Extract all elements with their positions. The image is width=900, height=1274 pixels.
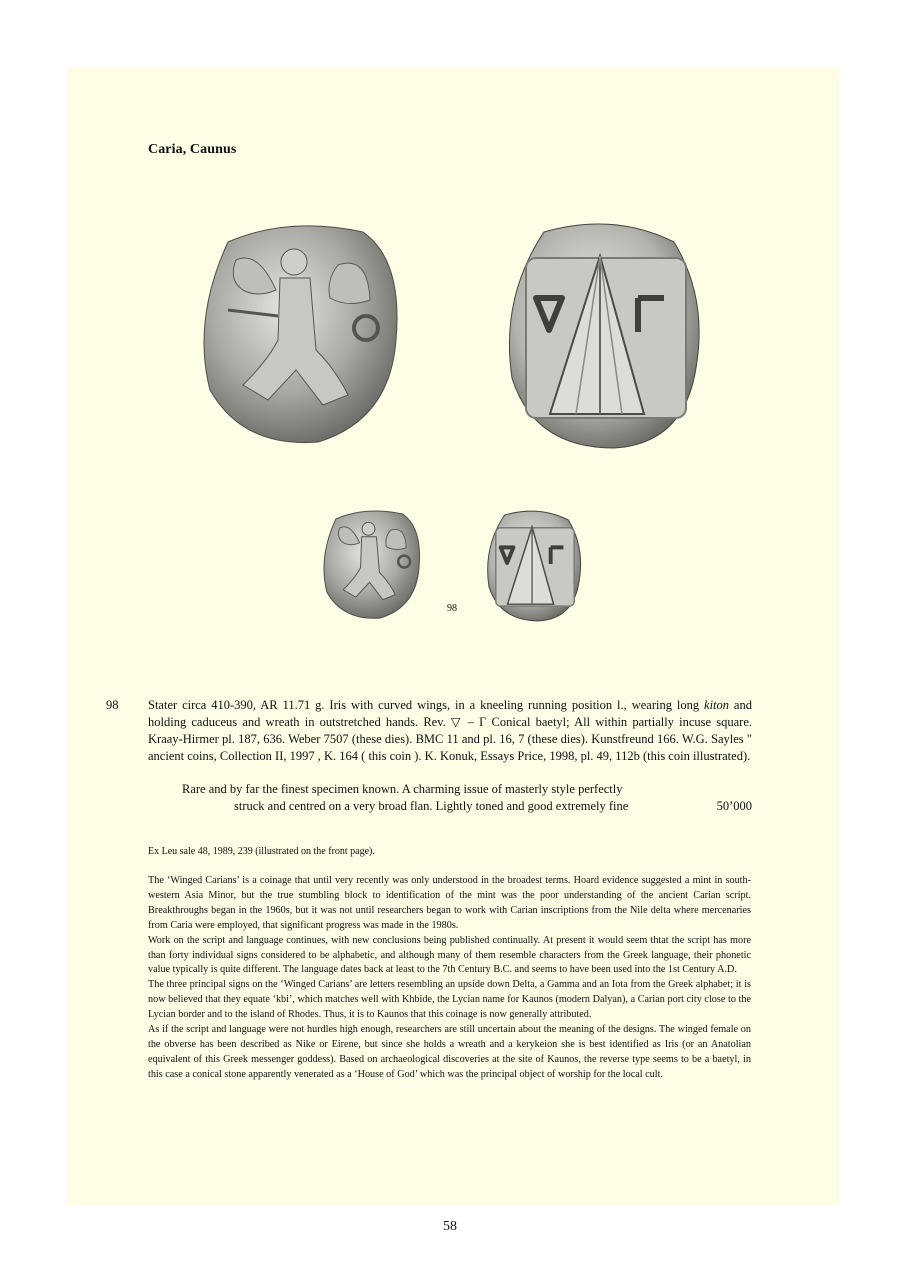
rarity-line-2: struck and centred on a very broad flan. Lightly toned and good extremely fine xyxy=(234,799,629,813)
note-paragraph: The three principal signs on the ‘Winged Carians’ are letters resembling an upside down Delta, a Gamma and an Iota from the Greek alphabet; it is now believed that they equate ‘kbi’, which matches well with Khbide, the Lycian name for Kaunos (modern Dalyan), a Carian port city close to the Lycian border and to the island of Rhodes. Thus, it is to Kaunos that this coinage is now generally attributed. xyxy=(148,979,751,1021)
section-heading: Caria, Caunus xyxy=(148,142,237,157)
description-continued: and holding caduceus and wreath in outstretched hands. Rev. ▽ – Γ Conical baetyl; All within partially incuse square. Kraay-Hirmer pl. 187, 636. Weber 7507 (these dies). BMC 11 and pl. 16, 7 (these dies). Kunstfreund 166. W.G. Sayles " ancient coins, Collection II, 1997 , K. 164 ( this coin ). K. Konuk, Essays Price, 1998, pl. 49, 112b (this coin illustrated). xyxy=(148,698,752,763)
lot-description xyxy=(148,697,752,765)
lot-number: 98 xyxy=(106,698,119,712)
note-paragraph: Work on the script and language continues, with new conclusions being published continually. At present it would seem thtat the script has more than forty individual signs considered to be alphabetic, and although many of them resemble characters from the Greek language, their phonetic value typically is quite different. The language dates back at least to the 7th Century B.C. and seems to have been used into the 1st Century A.D. xyxy=(148,934,751,976)
coin-obverse-large xyxy=(198,220,400,446)
note-paragraph: The ‘Winged Carians’ is a coinage that until very recently was only understood in the broadest terms. Hoard evidence suggested a mint in south-western Asia Minor, but the true stumbling block to identification of the mint was the poor understanding of the ancient Carian script. Breakthroughs began in the 1960s, but it was not until researchers began to work with Carian inscriptions from the Nile delta where mercenaries from Caria were employed, that significant progress was made in the 1980s. xyxy=(148,875,751,931)
image-lot-label: 98 xyxy=(447,603,457,614)
rarity-statement xyxy=(182,781,752,815)
lot-notes xyxy=(148,874,751,1083)
description-line: Stater circa 410-390, AR 11.71 g. Iris with curved wings, in a kneeling running position l., wearing long xyxy=(148,698,700,712)
page-number: 58 xyxy=(443,1219,457,1234)
description-italic: kiton xyxy=(704,698,730,712)
coin-reverse-small xyxy=(485,508,583,622)
coin-obverse-small xyxy=(321,507,421,621)
note-paragraph: As if the script and language were not hurdles high enough, researchers are still uncertain about the meaning of the designs. The winged female on the obverse has been described as Nike or Eirene, but since she holds a wreath and a kerykeion she is best identified as Iris (or an Anatolian equivalent of this Greek messenger goddess). Based on archaeological discoveries at the site of Kaunos, the reverse type seems to be a baetyl, in this case a conical stone apparently venerated as a ‘House of God’ which was the principal object of worship for the local cult. xyxy=(148,1024,751,1080)
rarity-line-1: Rare and by far the finest specimen known. A charming issue of masterly style perfectly xyxy=(182,782,623,796)
provenance: Ex Leu sale 48, 1989, 239 (illustrated on the front page). xyxy=(148,846,375,857)
lot-estimate: 50’000 xyxy=(716,799,752,813)
coin-reverse-large xyxy=(504,218,704,450)
